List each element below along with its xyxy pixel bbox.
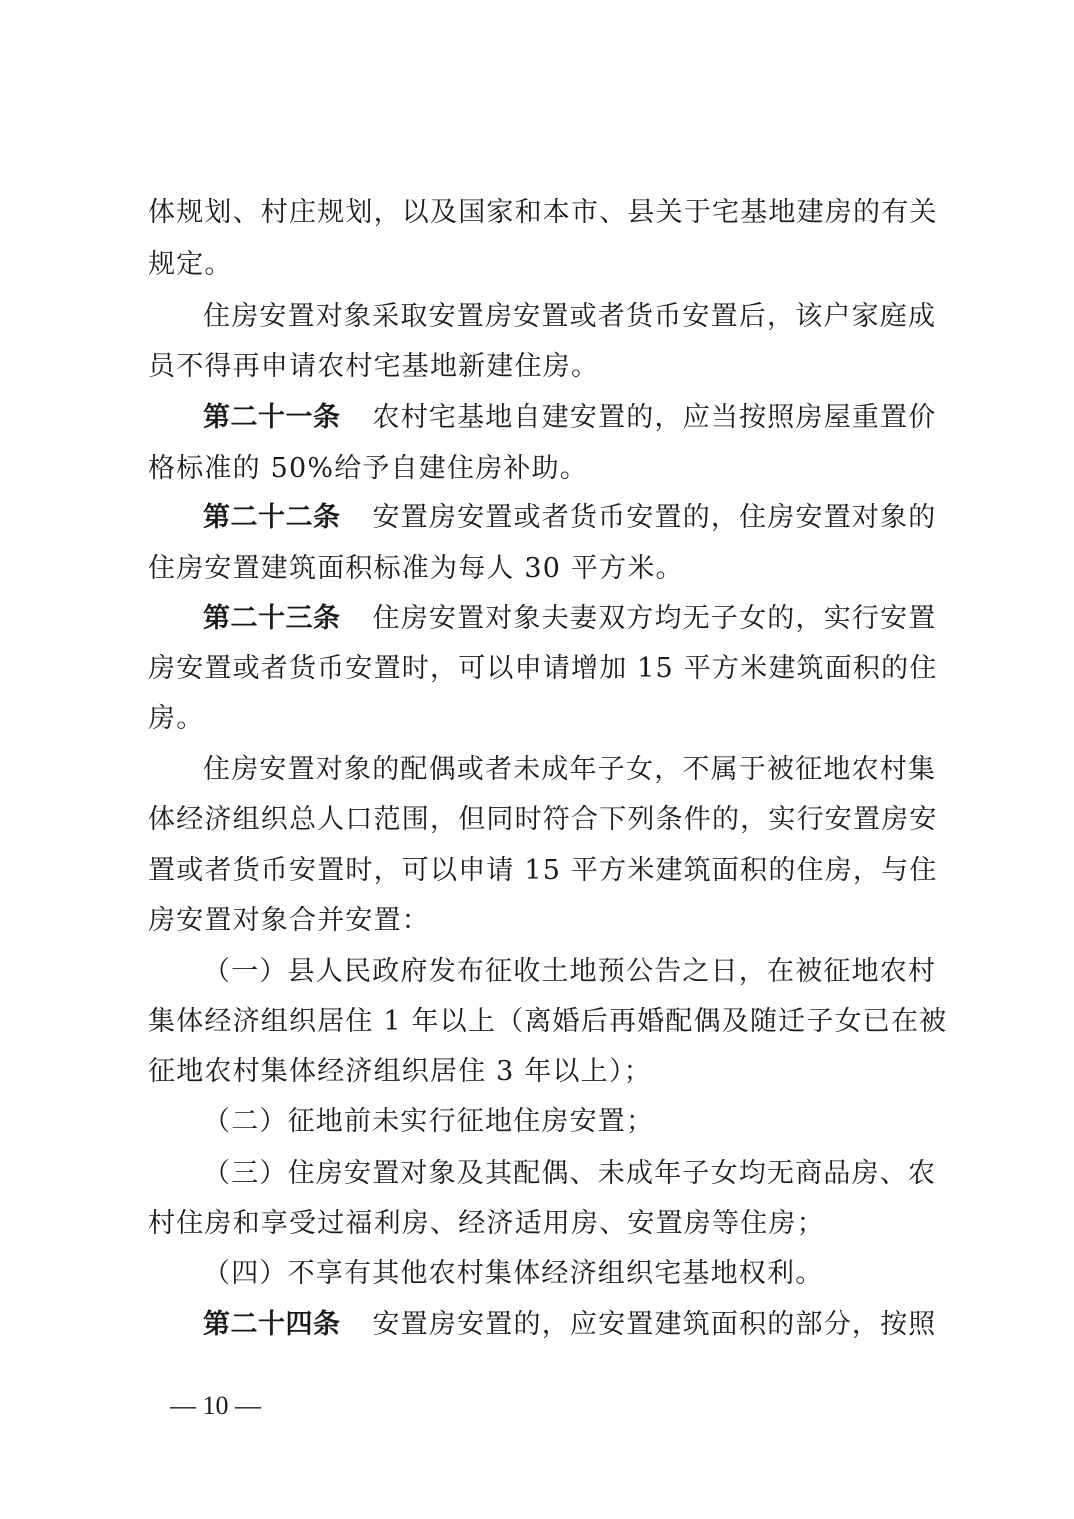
- paragraph-line: 征地农村集体经济组织居住 3 年以上）；: [148, 1056, 652, 1087]
- page-number: — 10 —: [170, 1391, 261, 1420]
- article-text: 安置房安置的，应安置建筑面积的部分，按照: [372, 1309, 937, 1340]
- article-22-line: [203, 502, 943, 534]
- paragraph-line: 房安置对象合并安置：: [148, 905, 430, 936]
- article-24-line: [203, 1309, 943, 1341]
- paragraph-line: 体经济组织总人口范围，但同时符合下列条件的，实行安置房安: [148, 804, 938, 835]
- article-number: 第二十四条: [203, 1309, 341, 1340]
- paragraph-line: 村住房和享受过福利房、经济适用房、安置房等住房；: [148, 1208, 825, 1239]
- paragraph-line: 房。: [148, 703, 205, 734]
- article-text: 安置房安置或者货币安置的，住房安置对象的: [372, 502, 937, 533]
- paragraph-line: 置或者货币安置时，可以申请 15 平方米建筑面积的住房，与住: [148, 855, 938, 886]
- article-23-line: [203, 603, 943, 635]
- article-21-line: [203, 402, 943, 434]
- paragraph-line: 集体经济组织居住 1 年以上（离婚后再婚配偶及随迁子女已在被: [148, 1006, 948, 1037]
- list-item-line: （三）住房安置对象及其配偶、未成年子女均无商品房、农: [203, 1158, 937, 1189]
- article-text: 住房安置对象夫妻双方均无子女的，实行安置: [372, 603, 937, 634]
- paragraph-line: 住房安置建筑面积标准为每人 30 平方米。: [148, 553, 684, 584]
- paragraph-line: 员不得再申请农村宅基地新建住房。: [148, 351, 600, 382]
- list-item-line: （四）不享有其他农村集体经济组织宅基地权利。: [203, 1258, 824, 1289]
- list-item-line: （一）县人民政府发布征收土地预公告之日，在被征地农村: [203, 956, 937, 987]
- article-text: 农村宅基地自建安置的，应当按照房屋重置价: [372, 402, 937, 433]
- paragraph-line: 格标准的 50%给予自建住房补助。: [148, 453, 588, 484]
- article-number: 第二十一条: [203, 402, 341, 433]
- paragraph-line: 规定。: [148, 249, 233, 280]
- paragraph-line: 住房安置对象采取安置房安置或者货币安置后，该户家庭成: [203, 301, 937, 332]
- article-number: 第二十三条: [203, 603, 341, 634]
- paragraph-line: 房安置或者货币安置时，可以申请增加 15 平方米建筑面积的住: [148, 653, 938, 684]
- paragraph-line: 住房安置对象的配偶或者未成年子女，不属于被征地农村集: [203, 754, 937, 785]
- list-item-line: （二）征地前未实行征地住房安置；: [203, 1106, 655, 1137]
- article-number: 第二十二条: [203, 502, 341, 533]
- paragraph-line: 体规划、村庄规划，以及国家和本市、县关于宅基地建房的有关: [148, 197, 938, 228]
